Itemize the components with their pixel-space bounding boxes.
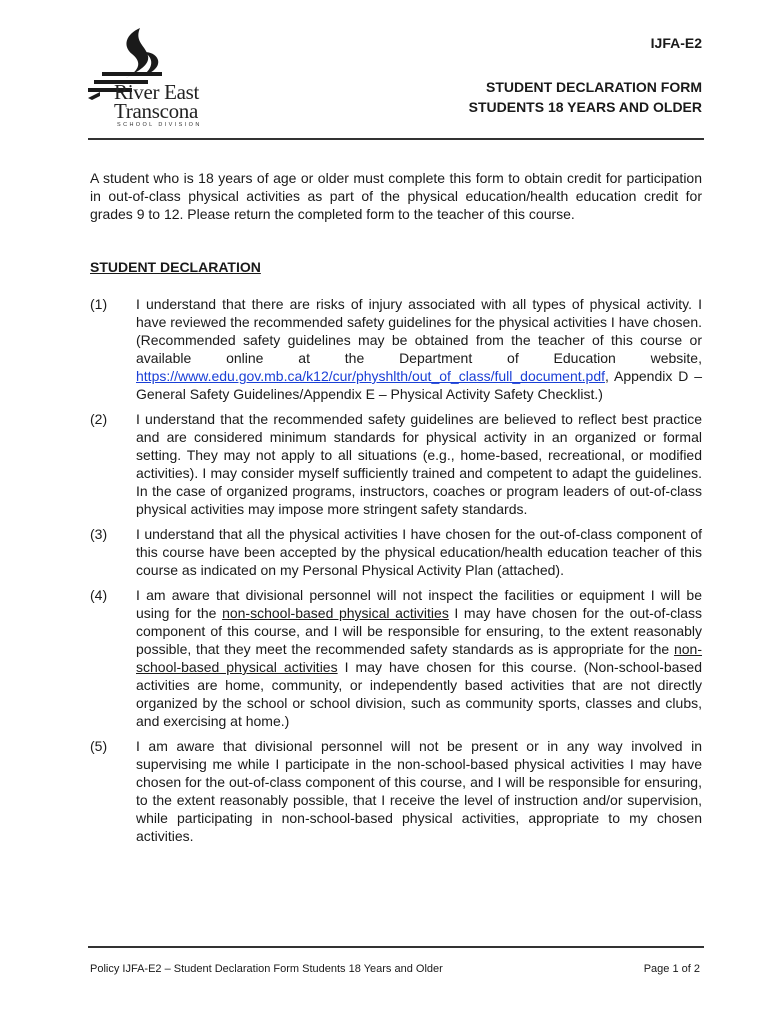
item-text: I understand that the recommended safety guidelines are believed to reflect best practice and are considered minimum standards for physical activity in an organized or formal setting. They may not apply to all situations (e.g., home-based, recreational, or modified activities). I may consider myself sufficiently trained and competent to adapt the guidelines. In the case of organized programs, instructors, coaches or program leaders of out-of-class physical activities may impose more stringent safety standards. <box>136 411 702 517</box>
declaration-item-5 <box>90 737 702 845</box>
item-text: I am aware that divisional personnel will not be present or in any way involved in supervising me while I participate in the non-school-based physical activities I may have chosen for the out-of-class component of this course, and I will be responsible for ensuring, to the extent reasonably possible, that I receive the level of instruction and/or supervision, while participating in non-school-based physical activities, appropriate to my chosen activities. <box>136 738 702 844</box>
item-text-part: I may have chosen for this course. (Non-school-based activities are home, community, or independently based activities that are not directly organized by the school or school division, such as community sports, classes and clubs, and exercising at home.) <box>136 659 702 729</box>
item-text: I understand that all the physical activities I have chosen for the out-of-class component of this course have been accepted by the physical education/health education teacher of this course as indicated on my Personal Physical Activity Plan (attached). <box>136 526 702 578</box>
item-number: (5) <box>90 738 108 754</box>
declaration-item-1 <box>90 295 702 403</box>
declaration-item-2 <box>90 410 702 518</box>
form-code: IJFA-E2 <box>650 35 702 51</box>
form-title: STUDENT DECLARATION FORM <box>486 79 702 95</box>
item-text <box>136 295 702 403</box>
item-text-part: , Appendix D – General Safety Guidelines/Appendix E – Physical Activity Safety Checklist.) <box>136 368 702 402</box>
declaration-item-4 <box>90 586 702 730</box>
item-number: (4) <box>90 587 108 603</box>
footer-policy-label: Policy IJFA-E2 – Student Declaration Form Students 18 Years and Older <box>90 963 443 975</box>
underlined-term: non-school-based physical activities <box>136 641 702 675</box>
safety-guidelines-link[interactable]: https://www.edu.gov.mb.ca/k12/cur/physhlth/out_of_class/full_document.pdf <box>136 368 605 384</box>
footer-divider <box>88 946 704 948</box>
item-text-part: I may have chosen for the out-of-class component of this course, and I will be responsible for ensuring, to the extent reasonably possible, that they meet the recommended safety standards as is appropriate for the <box>136 605 703 657</box>
declaration-list <box>90 295 702 852</box>
item-number: (2) <box>90 411 108 427</box>
item-number: (3) <box>90 526 108 542</box>
section-heading: STUDENT DECLARATION <box>90 259 261 275</box>
declaration-item-3 <box>90 525 702 579</box>
logo-text-river-east: River East <box>114 80 200 104</box>
page-number: Page 1 of 2 <box>643 963 700 975</box>
underlined-term: non-school-based physical activities <box>222 605 449 621</box>
item-text-part: I understand that there are risks of injury associated with all types of physical activity. I have reviewed the recommended safety guidelines for the physical activities I have chosen. (Recommended safety guidelines may be obtained from the teacher of this course or available online at the Department of Education website, <box>136 296 702 366</box>
form-subtitle: STUDENTS 18 YEARS AND OLDER <box>468 99 702 115</box>
logo-text-school-division: SCHOOL DIVISION <box>117 122 202 128</box>
logo-text-transcona: Transcona <box>114 99 199 123</box>
item-number: (1) <box>90 296 108 312</box>
item-text-part: I am aware that divisional personnel will not inspect the facilities or equipment I will be using for the <box>136 587 702 621</box>
header-divider <box>88 138 704 140</box>
intro-paragraph: A student who is 18 years of age or older must complete this form to obtain credit for participation in out-of-class physical activities as part of the physical education/health education credit for grades 9 to 12. Please return the completed form to the teacher of this course. <box>90 170 702 222</box>
item-text <box>136 586 702 730</box>
